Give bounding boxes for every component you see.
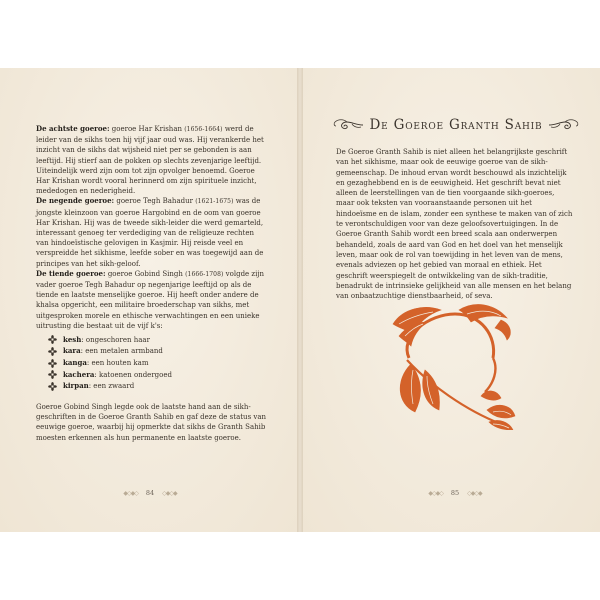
paragraph-tenth-guru: De tiende goeroe: goeroe Gobind Singh (1666-1708) volgde zijn vader goeroe Tegh Bahadur op negenjarige leeftijd op als de tiende en laatste menselijke goeroe. Hij heeft onder andere de khalsa opgericht, een militaire broederschap van sikhs, met uitgesproken morele en ethische verwachtingen en een unieke uitrusting die bestaat uit de vijf k's: <box>36 268 265 330</box>
book-spread <box>0 68 600 532</box>
right-page <box>303 68 600 532</box>
list-item: kirpan: een zwaard <box>48 380 268 392</box>
folio-ornament-icon: ◆◇◆◇ <box>428 489 443 497</box>
chapter-title-row <box>327 114 585 136</box>
five-ks-list <box>36 334 268 392</box>
folio-ornament-icon: ◇◆◇◆ <box>467 489 482 497</box>
floral-bow-and-arrow-icon <box>389 300 517 430</box>
page-number-right: ◆◇◆◇ 85 ◇◆◇◆ <box>428 489 482 497</box>
left-page <box>0 68 297 532</box>
closing-paragraph: Goeroe Gobind Singh legde ook de laatste hand aan de sikh-geschriften in de Goeroe Granth Sahib en gaf deze de status van eeuwige goeroe, waarbij hij opmerkte dat sikhs de Granth Sahib moesten erkennen als hun permanente en laatste goeroe. <box>36 403 267 442</box>
list-item: kachera: katoenen ondergoed <box>48 369 268 381</box>
flower-bullet-icon <box>48 335 57 344</box>
left-page-body <box>36 124 268 443</box>
paragraph-ninth-guru: De negende goeroe: goeroe Tegh Bahadur (1621-1675) was de jongste kleinzoon van goeroe Hargobind en de oom van goeroe Har Krishan. Hij was de tweede sikh-leider die werd gemarteld, interessant genoeg ter verdediging van de religieuze rechten van hindoeïstische gelovigen in Kasjmir. Hij reisde veel en verspreidde het sikhisme, leefde sober en was toegewijd aan de principes van het sikh-geloof. <box>36 196 264 268</box>
list-item: kara: een metalen armband <box>48 346 268 358</box>
folio-ornament-icon: ◇◆◇◆ <box>162 489 177 497</box>
flower-bullet-icon <box>48 347 57 356</box>
flower-bullet-icon <box>48 370 57 379</box>
flower-bullet-icon <box>48 359 57 368</box>
list-item: kesh: ongeschoren haar <box>48 334 268 346</box>
chapter-title: De Goeroe Granth Sahib <box>369 117 543 133</box>
folio-ornament-icon: ◆◇◆◇ <box>123 489 138 497</box>
paragraph-eighth-guru: De achtste goeroe: goeroe Har Krishan (1656-1664) werd de leider van de sikhs toen hij vijf jaar oud was. Hij verankerde het inzicht van de sikhs dat wijsheid niet per se gebonden is aan leeftijd. Hij stierf aan de pokken op slechts zevenjarige leeftijd. Uiteindelijk werd zijn oom tot zijn opvolger benoemd. Goeroe Har Krishan wordt vooral herinnerd om zijn spirituele inzicht, mededogen en nederigheid. <box>36 124 264 196</box>
flower-bullet-icon <box>48 382 57 391</box>
list-item: kanga: een houten kam <box>48 357 268 369</box>
chapter-body-text: De Goeroe Granth Sahib is niet alleen het belangrijkste geschrift van het sikhisme, maar ook de eeuwige goeroe van de sikh-gemeenschap. De inhoud ervan wordt beschouwd als inzichtelijk en gezaghebbend en is de eeuwigheid. Het geschrift bevat niet alleen de leerstellingen van de tien voorgaande sikh-goeroes, maar ook teksten van vooraanstaande personen uit het hindoeïsme en de islam, zonder een synthese te maken van of zich te verontschuldigen voor van deze geloofsovertuigingen. In de Goeroe Granth Sahib wordt een breed scala aan onderwerpen behandeld, zoals de aard van God en het doel van het menselijk leven, maar ook de rol van toewijding in het leven van de mens, evenals adviezen op het gebied van moraal en ethiek. Het geschrift weerspiegelt de ontwikkeling van de sikh-traditie, benadrukt de intrinsieke gelijkheid van alle mensen en het belang van onbaatzuchtige dienstbaarheid, of seva. <box>336 148 573 301</box>
title-flourish-left-icon <box>332 118 364 132</box>
title-flourish-right-icon <box>548 118 580 132</box>
page-number-left: ◆◇◆◇ 84 ◇◆◇◆ <box>123 489 177 497</box>
